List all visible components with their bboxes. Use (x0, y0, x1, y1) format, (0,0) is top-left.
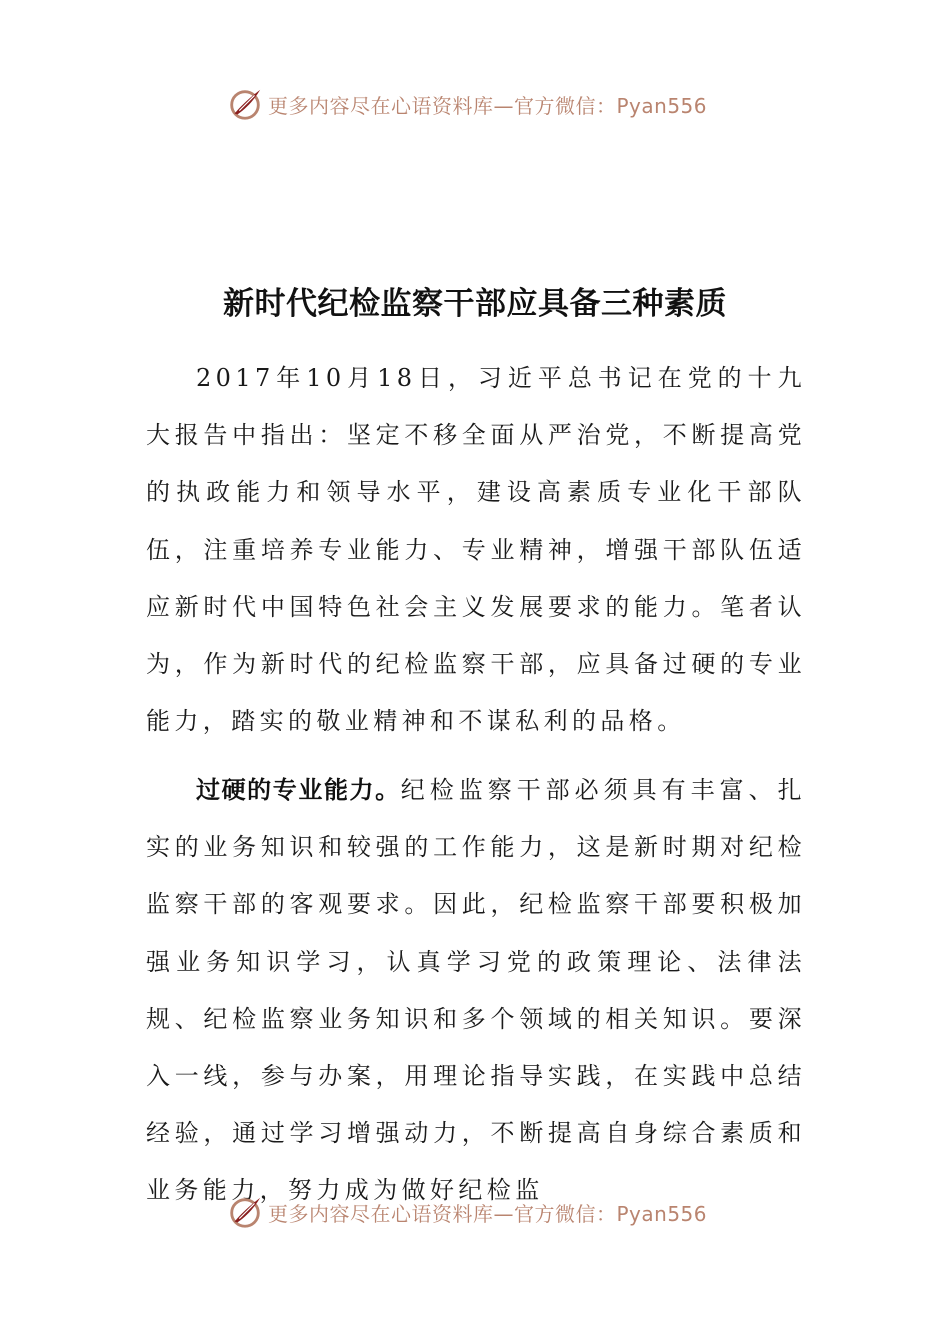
quill-logo-icon (226, 85, 264, 123)
document-title: 新时代纪检监察干部应具备三种素质 (223, 286, 727, 322)
paragraph-intro-text: 2017年10月18日，习近平总书记在党的十九大报告中指出：坚定不移全面从严治党，不断提高党的执政能力和领导水平，建设高素质专业化干部队伍，注重培养专业能力、专业精神，增强干部队伍适应新时代中国特色社会主义发展要求的能力。笔者认为，作为新时代的纪检监察干部，应具备过硬的专业能力，踏实的敬业精神和不谋私利的品格。 (146, 364, 806, 736)
header-watermark (226, 84, 707, 124)
footer-watermark-text: 更多内容尽在心语资料库—官方微信：Pyan556 (268, 1201, 708, 1226)
paragraph-heading: 过硬的专业能力。 (196, 776, 401, 804)
footer-watermark (226, 1192, 707, 1232)
quill-logo-icon (226, 1193, 264, 1231)
paragraph-intro (146, 350, 806, 750)
header-watermark-text: 更多内容尽在心语资料库—官方微信：Pyan556 (268, 93, 708, 118)
paragraph-body-text: 纪检监察干部必须具有丰富、扎实的业务知识和较强的工作能力，这是新时期对纪检监察干部的客观要求。因此，纪检监察干部要积极加强业务知识学习，认真学习党的政策理论、法律法规、纪检监察业务知识和多个领域的相关知识。要深入一线，参与办案，用理论指导实践，在实践中总结经验，通过学习增强动力，不断提高自身综合素质和业务能力，努力成为做好纪检监 (146, 776, 807, 1205)
paragraph-professional-ability (146, 762, 806, 1220)
